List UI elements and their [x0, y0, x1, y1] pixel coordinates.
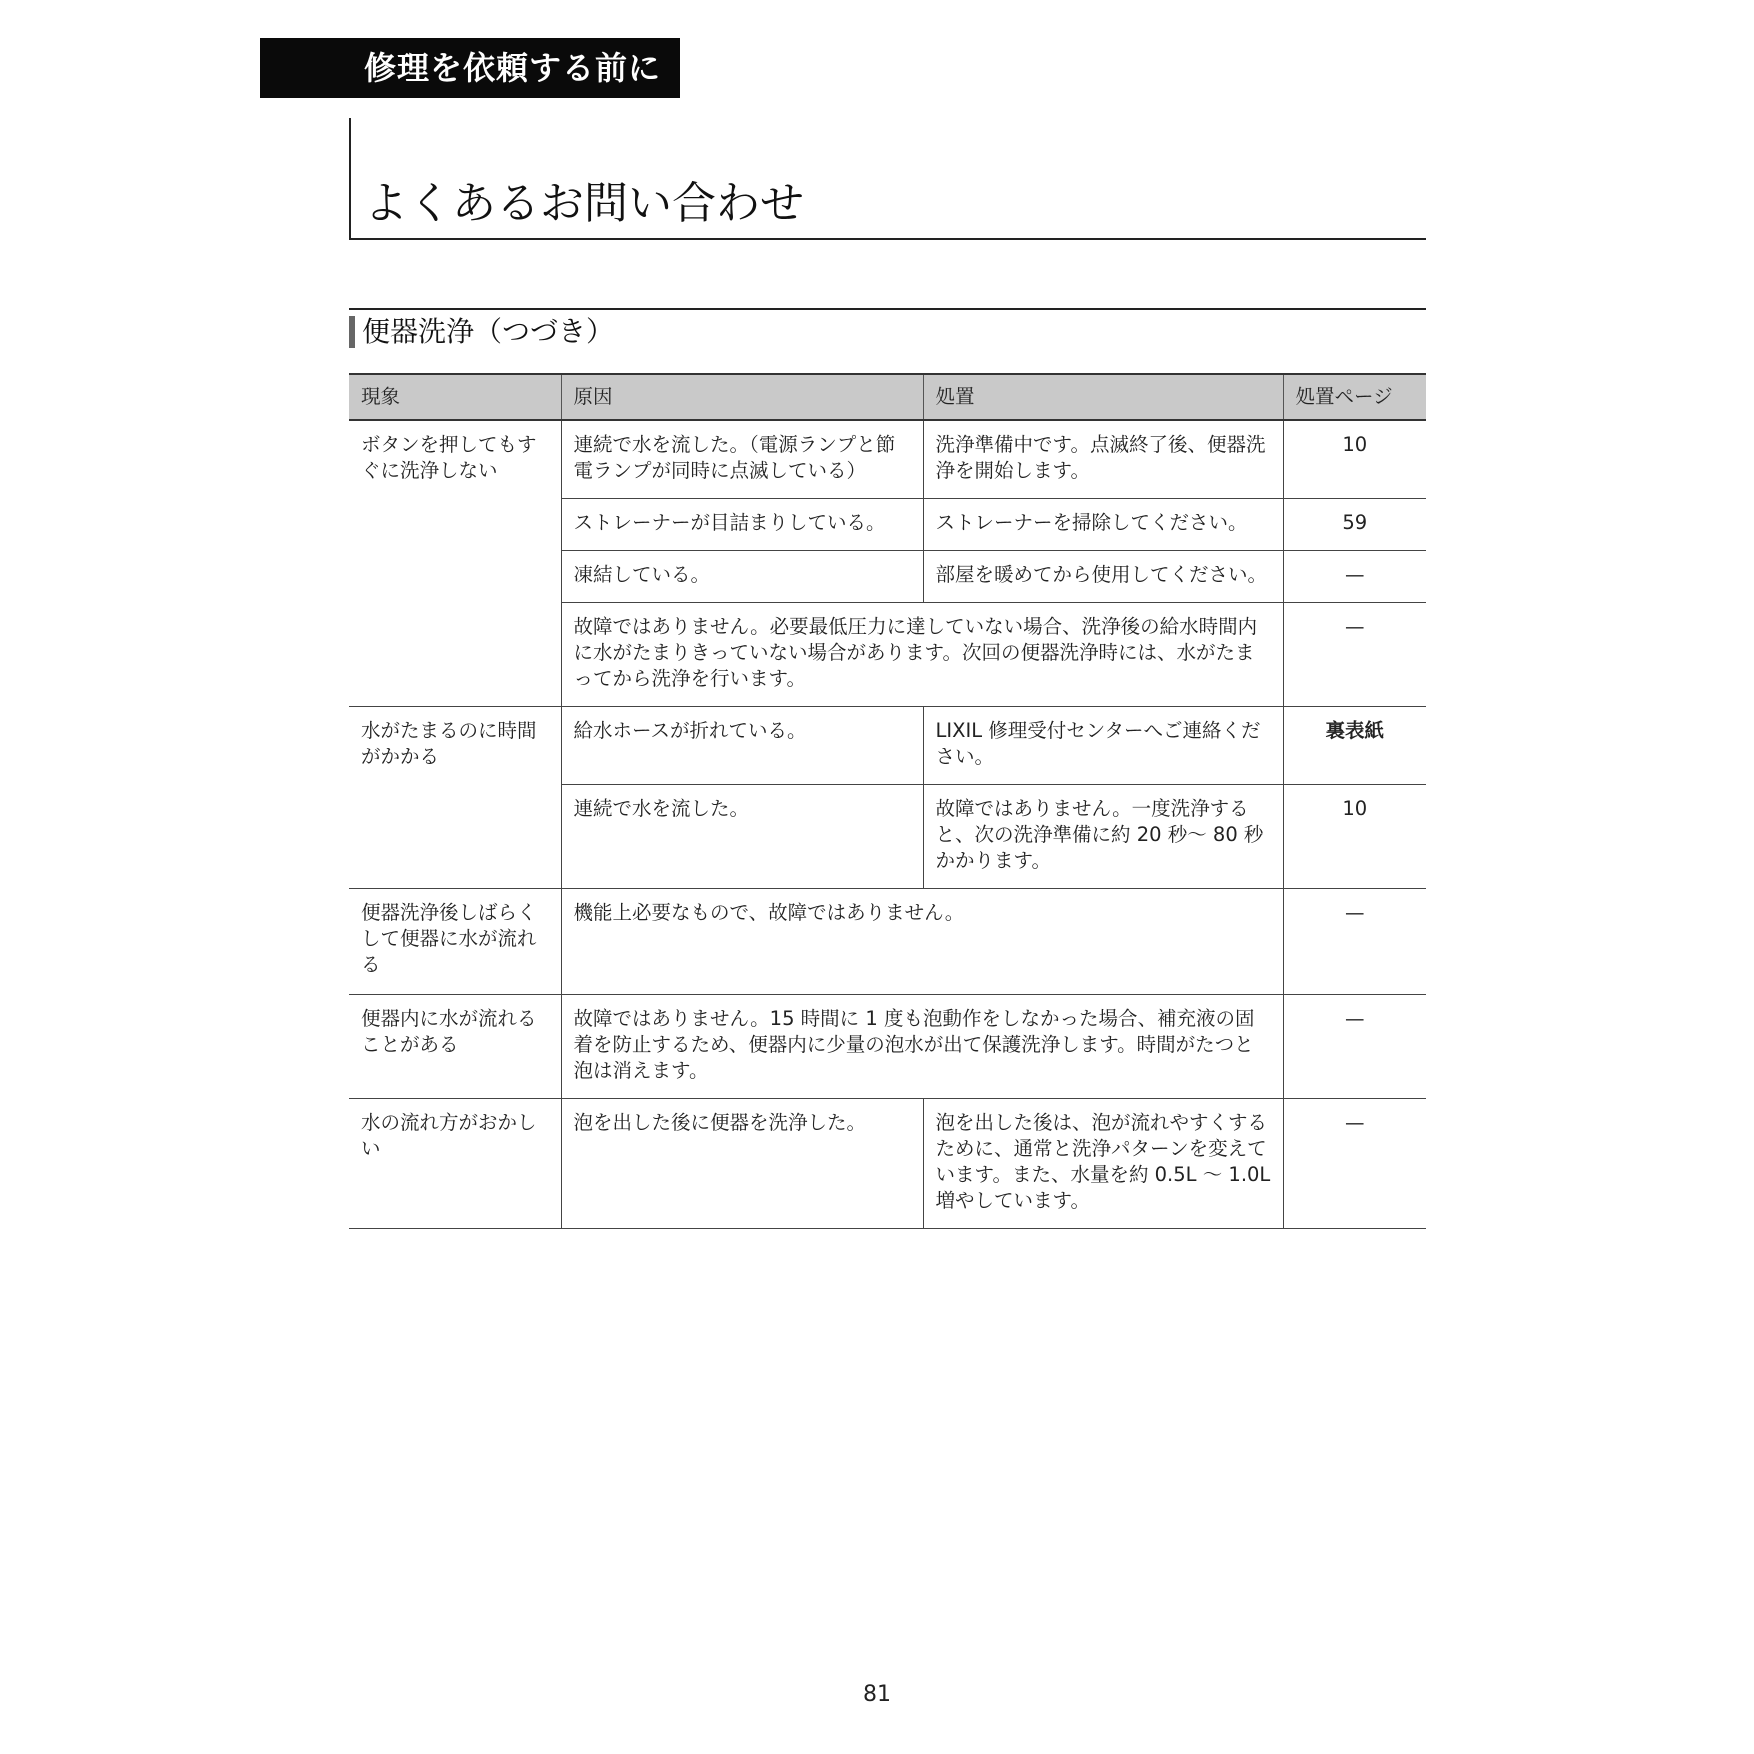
cause-cell: 凍結している。: [561, 551, 923, 603]
cause-cell: ストレーナーが目詰まりしている。: [561, 499, 923, 551]
cause-cell: 連続で水を流した。（電源ランプと節電ランプが同時に点滅している）: [561, 420, 923, 499]
cause-cell: 給水ホースが折れている。: [561, 707, 923, 785]
page-ref-cell: —: [1283, 551, 1426, 603]
page-ref-cell: —: [1283, 603, 1426, 707]
page-ref-cell: 裏表紙: [1283, 707, 1426, 785]
action-cell: ストレーナーを掃除してください。: [923, 499, 1283, 551]
symptom-cell: ボタンを押してもすぐに洗浄しない: [349, 420, 561, 707]
page-number: 81: [863, 1682, 891, 1707]
table-row: [349, 995, 1426, 1099]
cause-cell: 泡を出した後に便器を洗浄した。: [561, 1099, 923, 1229]
merged-cause-action-cell: 故障ではありません。15 時間に 1 度も泡動作をしなかった場合、補充液の固着を防止するため、便器内に少量の泡水が出て保護洗浄します。時間がたつと泡は消えます。: [561, 995, 1283, 1099]
column-header-page: 処置ページ: [1283, 374, 1426, 420]
symptom-cell: 水の流れ方がおかしい: [349, 1099, 561, 1229]
column-header-symptom: 現象: [349, 374, 561, 420]
table-row: [349, 889, 1426, 995]
page-title: よくあるお問い合わせ: [364, 178, 804, 229]
action-cell: 泡を出した後は、泡が流れやすくするために、通常と洗浄パターンを変えています。また、水量を約 0.5L ～ 1.0L 増やしています。: [923, 1099, 1283, 1229]
table-header-row: [349, 374, 1426, 420]
troubleshooting-table: [349, 373, 1426, 1229]
section-tab: 修理を依頼する前に: [260, 38, 680, 98]
subsection-title: 便器洗浄（つづき）: [362, 315, 615, 348]
symptom-cell: 便器洗浄後しばらくして便器に水が流れる: [349, 889, 561, 995]
page-ref-cell: 10: [1283, 420, 1426, 499]
action-cell: 部屋を暖めてから使用してください。: [923, 551, 1283, 603]
subsection-marker: [349, 316, 355, 348]
column-header-cause: 原因: [561, 374, 923, 420]
page-ref-cell: —: [1283, 889, 1426, 995]
page-ref-cell: 59: [1283, 499, 1426, 551]
column-header-action: 処置: [923, 374, 1283, 420]
merged-cause-action-cell: 故障ではありません。必要最低圧力に達していない場合、洗浄後の給水時間内に水がたまりきっていない場合があります。次回の便器洗浄時には、水がたまってから洗浄を行います。: [561, 603, 1283, 707]
symptom-cell: 水がたまるのに時間がかかる: [349, 707, 561, 889]
page-ref-cell: —: [1283, 1099, 1426, 1229]
action-cell: 洗浄準備中です。点滅終了後、便器洗浄を開始します。: [923, 420, 1283, 499]
cause-cell: 連続で水を流した。: [561, 785, 923, 889]
symptom-cell: 便器内に水が流れることがある: [349, 995, 561, 1099]
table-row: [349, 1099, 1426, 1229]
page-ref-cell: 10: [1283, 785, 1426, 889]
action-cell: 故障ではありません。一度洗浄すると、次の洗浄準備に約 20 秒～ 80 秒かかります。: [923, 785, 1283, 889]
merged-cause-action-cell: 機能上必要なもので、故障ではありません。: [561, 889, 1283, 995]
page-ref-cell: —: [1283, 995, 1426, 1099]
table-row: [349, 420, 1426, 499]
table-row: [349, 707, 1426, 785]
action-cell: LIXIL 修理受付センターへご連絡ください。: [923, 707, 1283, 785]
subsection-rule: [349, 308, 1426, 310]
